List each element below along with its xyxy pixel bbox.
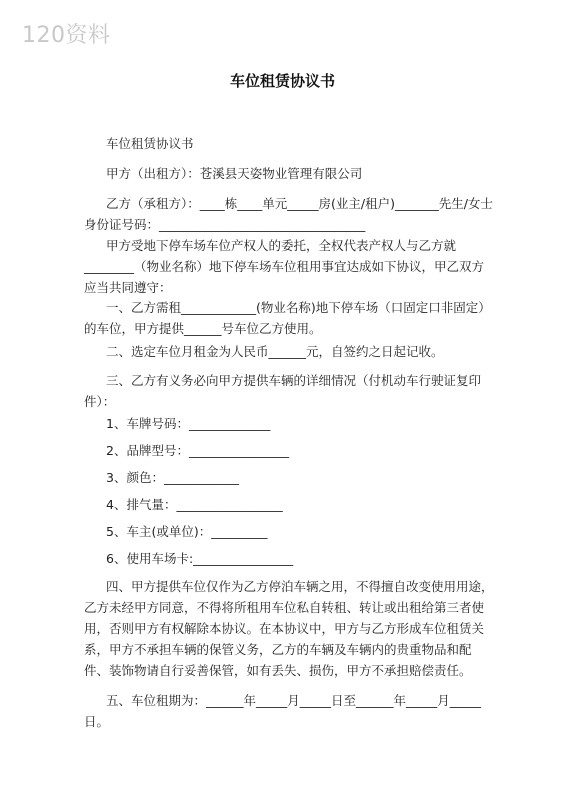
list-item-color: 3、颜色：____________ <box>106 470 239 485</box>
paragraph-preamble: 甲方受地下停车场车位产权人的委托，全权代表产权人与乙方就________（物业名称）地下停车场车位租用事宜达成如下协议，甲乙双方应当共同遵守： <box>84 238 485 295</box>
list-item-owner: 5、车主(或单位)：_________ <box>106 524 268 539</box>
list-item-parking-card: 6、使用车场卡:________________ <box>106 551 294 566</box>
paragraph-clause-3: 三、乙方有义务必向甲方提供车辆的详细情况（付机动车行驶证复印件）： <box>84 373 482 409</box>
document-title: 车位租赁协议书 <box>229 72 335 90</box>
watermark: 120资料 <box>22 23 111 48</box>
paragraph-clause-5: 五、车位租期为：______年_____月_____日至______年_____月_____日。 <box>84 693 482 729</box>
list-item-displacement: 4、排气量：_________________ <box>106 497 283 512</box>
paragraph-heading: 车位租赁协议书 <box>106 136 194 151</box>
paragraph-clause-4: 四、甲方提供车位仅作为乙方停泊车辆之用，不得擅自改变使用用途，乙方未经甲方同意，不得将所租用车位私自转租、转让或出租给第三者使用，否则甲方有权解除本协议。在本协议中，甲方与乙方形成车位租赁关系，甲方不承担车辆的保管义务，乙方的车辆及车辆内的贵重物品和配件、装饰物请自行妥善保管，如有丢失、损伤，甲方不承担赔偿责任。 <box>84 579 494 678</box>
paragraph-party-a: 甲方（出租方）：苍溪县天姿物业管理有限公司 <box>106 166 363 181</box>
paragraph-clause-1: 一、乙方需租____________(物业名称)地下停车场（口固定口非固定）的车位，甲方提供______号车位乙方使用。 <box>84 300 491 336</box>
paragraph-party-b: 乙方（承租方）：____栋____单元_____房(业主/租户)_______先生/女士身份证号码：_________________________________ <box>84 196 493 232</box>
list-item-brand-model: 2、品牌型号：________________ <box>106 443 289 458</box>
list-item-plate-number: 1、车牌号码：_____________ <box>106 416 271 431</box>
paragraph-clause-2: 二、选定车位月租金为人民币______元，自签约之日起记收。 <box>106 344 444 359</box>
